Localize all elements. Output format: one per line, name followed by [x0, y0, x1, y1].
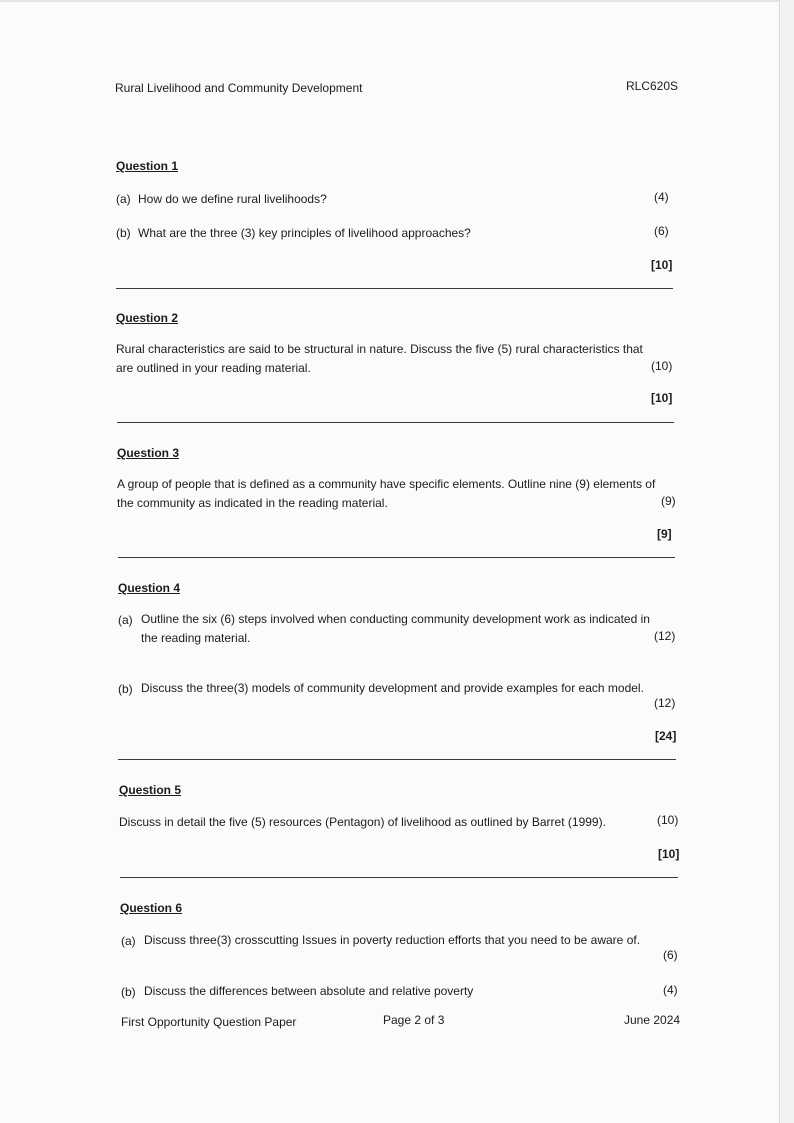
question-3-line-1: A group of people that is defined as a community have specific elements. Outline nine (9) elements of [117, 477, 656, 491]
question-2-title: Question 2 [116, 311, 179, 325]
question-1a-label: (a) [116, 192, 131, 206]
scan-top-edge [0, 0, 794, 2]
course-title: Rural Livelihood and Community Development [115, 81, 363, 95]
section-divider [120, 877, 678, 878]
question-6-title: Question 6 [120, 901, 183, 915]
question-6a-text: Discuss three(3) crosscutting Issues in poverty reduction efforts that you need to be aware of. [144, 933, 641, 947]
question-4a-line-1: Outline the six (6) steps involved when conducting community development work as indicated in [141, 612, 650, 626]
question-4a-label: (a) [118, 613, 133, 627]
scan-right-edge [779, 0, 794, 1123]
question-4b-label: (b) [118, 682, 133, 696]
question-2-mark: (10) [651, 359, 673, 373]
question-2-line-1: Rural characteristics are said to be structural in nature. Discuss the five (5) rural characteristics that [116, 342, 643, 356]
question-2-line-2: are outlined in your reading material. [116, 361, 311, 375]
question-3-mark: (9) [661, 494, 676, 508]
question-6a-label: (a) [121, 934, 136, 948]
question-4b-mark: (12) [654, 696, 676, 710]
question-1a-mark: (4) [654, 190, 669, 204]
footer-paper-title: First Opportunity Question Paper [121, 1015, 297, 1029]
question-1-title: Question 1 [116, 159, 179, 173]
question-1-total: [10] [651, 258, 673, 272]
question-1b-label: (b) [116, 226, 131, 240]
question-5-total: [10] [658, 847, 680, 861]
question-4a-mark: (12) [654, 629, 676, 643]
question-5-title: Question 5 [119, 783, 182, 797]
footer-date: June 2024 [624, 1013, 681, 1027]
question-5-text: Discuss in detail the five (5) resources (Pentagon) of livelihood as outlined by Barret (1999). [119, 815, 606, 829]
question-1b-text: What are the three (3) key principles of livelihood approaches? [138, 226, 471, 240]
section-divider [117, 422, 674, 423]
section-divider [118, 759, 676, 760]
question-4a-line-2: the reading material. [141, 631, 251, 645]
question-6a-mark: (6) [663, 948, 678, 962]
question-4-title: Question 4 [118, 581, 181, 595]
question-3-title: Question 3 [117, 446, 180, 460]
question-1b-mark: (6) [654, 224, 669, 238]
course-code: RLC620S [626, 79, 679, 93]
question-5-mark: (10) [657, 813, 679, 827]
question-4-total: [24] [655, 729, 677, 743]
question-6b-mark: (4) [663, 983, 678, 997]
question-2-total: [10] [651, 391, 673, 405]
footer-page-number: Page 2 of 3 [383, 1013, 445, 1027]
question-6b-label: (b) [121, 985, 136, 999]
question-4b-text: Discuss the three(3) models of community development and provide examples for each model. [141, 681, 644, 695]
question-3-total: [9] [657, 527, 672, 541]
section-divider [116, 288, 673, 289]
question-1a-text: How do we define rural livelihoods? [138, 192, 327, 206]
question-6b-text: Discuss the differences between absolute and relative poverty [144, 984, 474, 998]
question-3-line-2: the community as indicated in the reading material. [117, 496, 388, 510]
section-divider [118, 557, 675, 558]
